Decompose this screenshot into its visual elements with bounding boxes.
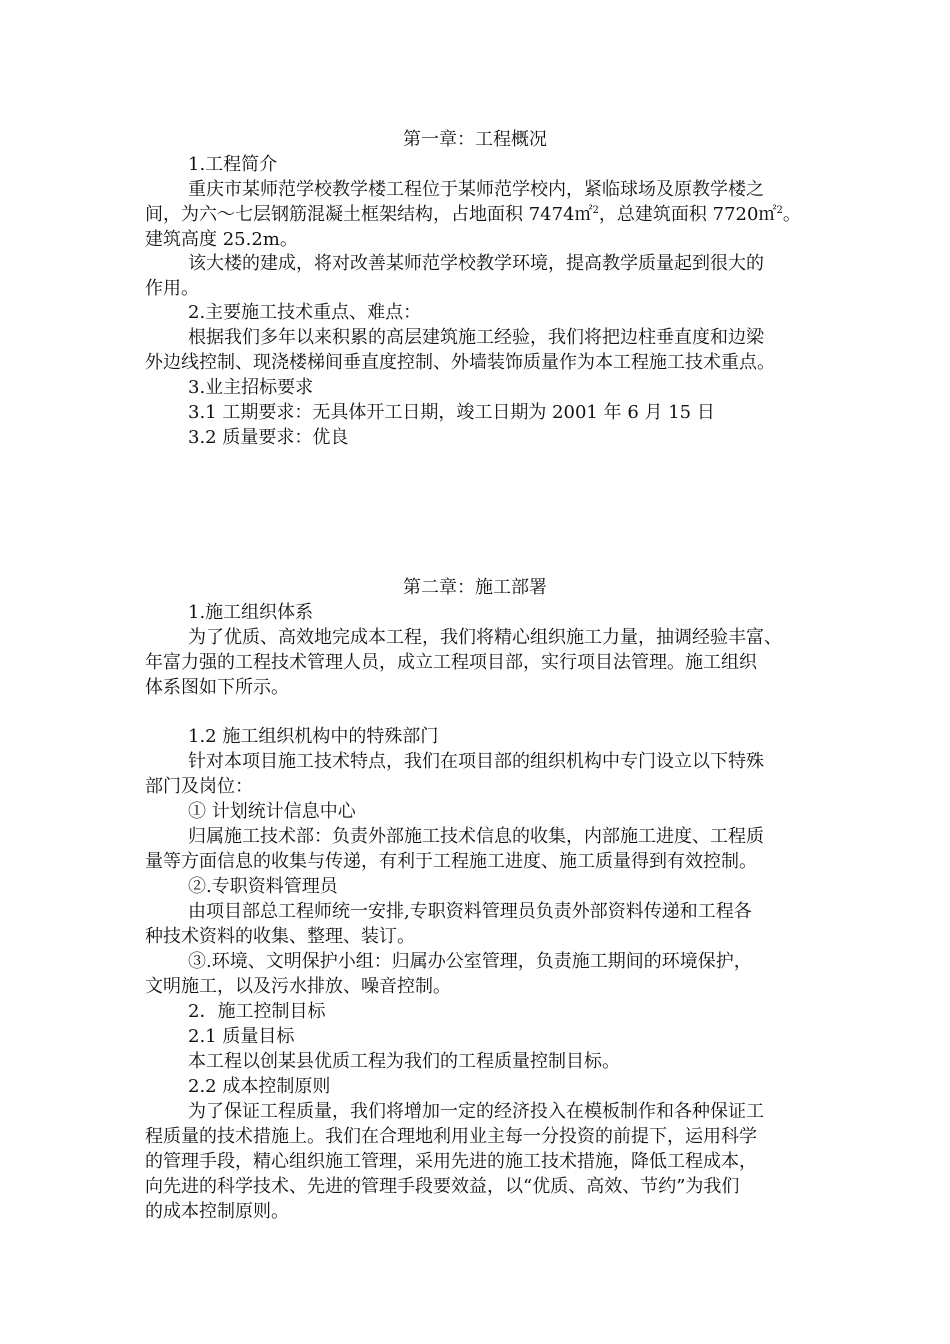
paragraph-line: 针对本项目施工技术特点，我们在项目部的组织机构中专门设立以下特殊	[188, 751, 764, 772]
text-segment: 。	[782, 204, 801, 225]
paragraph-line: 建筑高度 25.2m。	[145, 229, 298, 250]
paragraph-line: 体系图如下所示。	[145, 677, 289, 698]
chapter1-title: 第一章：工程概况	[403, 129, 547, 150]
paragraph-line: 外边线控制、现浇楼梯间垂直度控制、外墙装饰质量作为本工程施工技术重点。	[145, 352, 775, 373]
superscript: 2	[776, 205, 783, 216]
item2-heading: ②.专职资料管理员	[188, 876, 338, 897]
paragraph-line: 根据我们多年以来积累的高层建筑施工经验，我们将把边柱垂直度和边梁	[188, 327, 764, 348]
chapter2-title: 第二章：施工部署	[403, 577, 547, 598]
paragraph-line: 文明施工，以及污水排放、噪音控制。	[145, 976, 451, 997]
paragraph-line: 的管理手段，精心组织施工管理，采用先进的施工技术措施，降低工程成本，	[145, 1151, 757, 1172]
paragraph-line: 重庆市某师范学校教学楼工程位于某师范学校内，紧临球场及原教学楼之	[188, 179, 764, 200]
paragraph-line: 的成本控制原则。	[145, 1201, 289, 1222]
paragraph-line: 年富力强的工程技术管理人员，成立工程项目部，实行项目法管理。施工组织	[145, 652, 757, 673]
section2-heading: 2．施工控制目标	[188, 1001, 326, 1022]
paragraph-line-with-superscripts	[145, 203, 801, 227]
paragraph-line: 种技术资料的收集、整理、装订。	[145, 926, 415, 947]
paragraph-line: 程质量的技术措施上。我们在合理地利用业主每一分投资的前提下，运用科学	[145, 1126, 757, 1147]
quality-requirement: 3.2 质量要求：优良	[188, 427, 349, 448]
text-segment: 间，为六～七层钢筋混凝土框架结构，占地面积 7474㎡	[145, 204, 593, 225]
section1-heading: 1.工程简介	[188, 154, 278, 175]
paragraph-line: 向先进的科学技术、先进的管理手段要效益，以“优质、高效、节约”为我们	[145, 1176, 740, 1197]
section21-heading: 2.1 质量目标	[188, 1026, 295, 1047]
item1-heading: ① 计划统计信息中心	[188, 801, 356, 822]
section1-heading: 1.施工组织体系	[188, 602, 314, 623]
item3-line: ③.环境、文明保护小组：归属办公室管理，负责施工期间的环境保护，	[188, 951, 752, 972]
section2-heading: 2.主要施工技术重点、难点：	[188, 302, 422, 323]
paragraph-line: 部门及岗位：	[145, 776, 253, 797]
paragraph-line: 量等方面信息的收集与传递，有利于工程施工进度、施工质量得到有效控制。	[145, 851, 757, 872]
paragraph-line: 归属施工技术部：负责外部施工技术信息的收集，内部施工进度、工程质	[188, 826, 764, 847]
schedule-requirement: 3.1 工期要求：无具体开工日期，竣工日期为 2001 年 6 月 15 日	[188, 402, 715, 423]
text-segment: ，总建筑面积 7720㎡	[598, 204, 777, 225]
section22-heading: 2.2 成本控制原则	[188, 1076, 331, 1097]
paragraph-line: 该大楼的建成，将对改善某师范学校教学环境，提高教学质量起到很大的	[188, 253, 764, 274]
paragraph-line: 由项目部总工程师统一安排,专职资料管理员负责外部资料传递和工程各	[188, 901, 752, 922]
section3-heading: 3.业主招标要求	[188, 377, 314, 398]
paragraph-line: 本工程以创某县优质工程为我们的工程质量控制目标。	[188, 1051, 620, 1072]
paragraph-line: 作用。	[145, 278, 199, 299]
superscript: 2	[592, 205, 599, 216]
paragraph-line: 为了优质、高效地完成本工程，我们将精心组织施工力量，抽调经验丰富、	[188, 627, 782, 648]
section12-heading: 1.2 施工组织机构中的特殊部门	[188, 726, 439, 747]
paragraph-line: 为了保证工程质量，我们将增加一定的经济投入在模板制作和各种保证工	[188, 1101, 764, 1122]
